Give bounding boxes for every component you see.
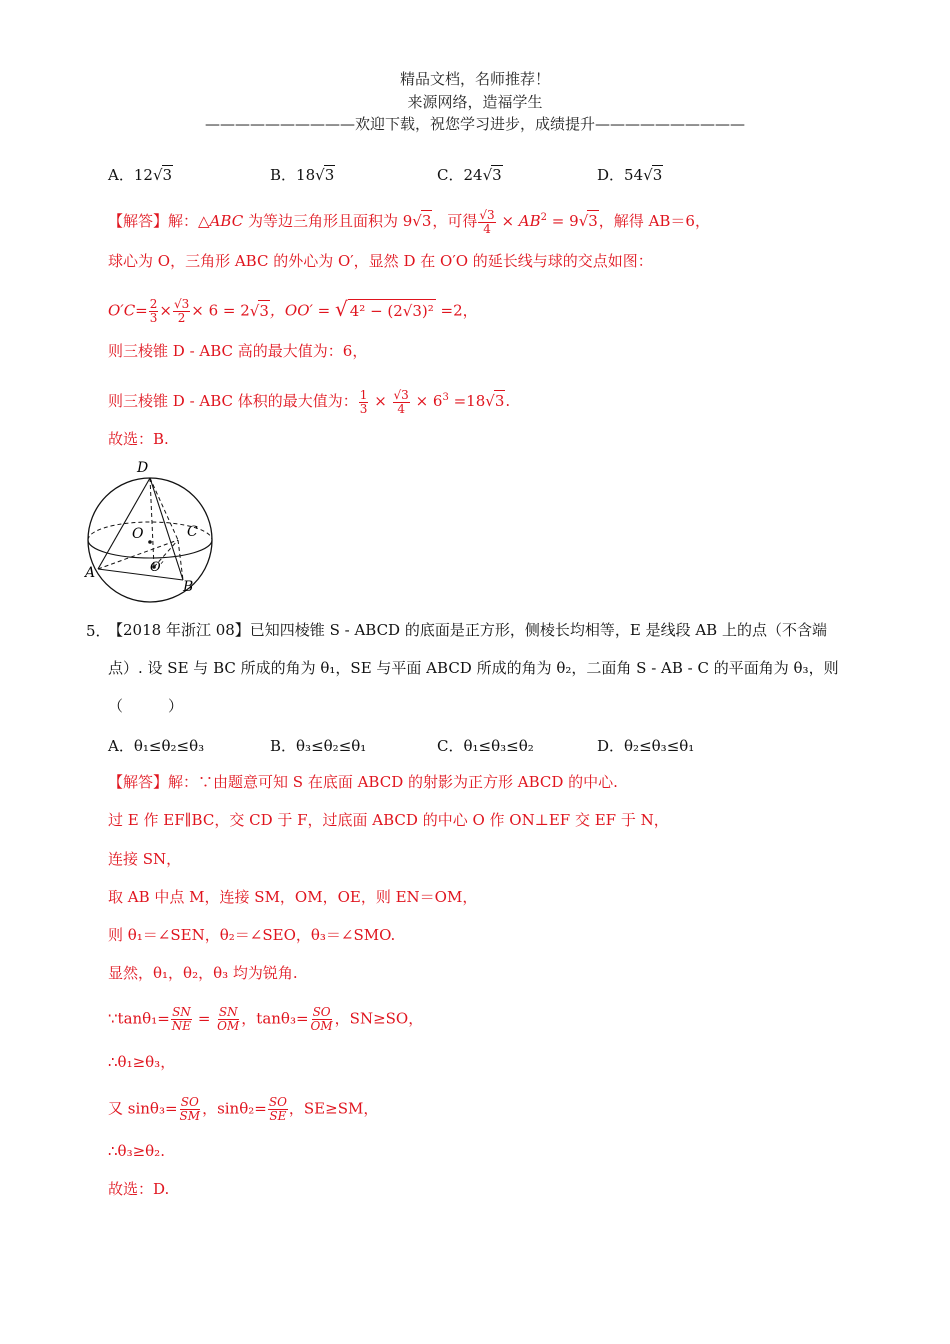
q5-option-d: D．θ₂≤θ₃≤θ₁ — [597, 737, 695, 755]
q4-answer-line-3: O′C= $\frac{2}{3}$ × $\frac{√3}{2}$ × 6 = 2√3，OO′ = √ 4² − (2√3)² =2， — [108, 296, 478, 325]
q5-option-a: A．θ₁≤θ₂≤θ₃ — [108, 737, 205, 755]
figure-label-c: C — [187, 524, 198, 540]
q4-answer-line-5: 则三棱锥 D - ABC 体积的最大值为： $\frac{1}{3}$ × $\frac{√3}{4}$ × $6^3 =18√3$. — [108, 387, 511, 416]
q4-option-b: B．18√3 — [270, 166, 335, 184]
q5-answer-line-2: 过 E 作 EF∥BC，交 CD 于 F，过底面 ABCD 的中心 O 作 ON⊥EF 交 EF 于 N， — [108, 811, 669, 829]
q5-answer-line-8: ∴θ₁≥θ₃， — [108, 1053, 176, 1071]
q5-answer-line-7: ∵tanθ₁= $\frac{SN}{NE}$ = $\frac{SN}{OM}$ ，tanθ₃= $\frac{SO}{OM}$ ，SN≥SO， — [108, 1005, 424, 1033]
q5-number: 5． — [86, 622, 111, 640]
q5-option-c: C．θ₁≤θ₃≤θ₂ — [437, 737, 534, 755]
figure-label-o: O — [132, 526, 144, 542]
figure-label-o-prime: O′ — [150, 560, 164, 575]
q5-stem-line-3: （ ） — [108, 697, 184, 715]
q4-option-c: C．24√3 — [437, 166, 502, 184]
q5-answer-line-1: 【解答】解：∵由题意可知 S 在底面 ABCD 的射影为正方形 ABCD 的中心. — [108, 773, 618, 791]
q4-answer-line-6: 故选：B. — [108, 430, 169, 448]
q5-answer-line-5: 则 θ₁＝∠SEN，θ₂＝∠SEO，θ₃＝∠SMO. — [108, 926, 396, 944]
q5-stem-line-1: 【2018 年浙江 08】已知四棱锥 S - ABCD 的底面是正方形，侧棱长均相等，E 是线段 AB 上的点（不含端 — [108, 621, 827, 639]
q4-answer-line-4: 则三棱锥 D - ABC 高的最大值为：6， — [108, 342, 368, 360]
q4-answer-line-2: 球心为 O，三角形 ABC 的外心为 O′，显然 D 在 O′O 的延长线与球的交点如图： — [108, 252, 653, 270]
q5-answer-line-11: 故选：D. — [108, 1180, 170, 1198]
q4-answer-line-1: 【解答】解：△ABC 为等边三角形且面积为 9√3，可得 $\frac{√3}{4}$ × $AB^2 = 9√3$，解得 AB＝6， — [108, 207, 710, 236]
q5-option-b: B．θ₃≤θ₂≤θ₁ — [270, 737, 367, 755]
header-banner: ——————————欢迎下载，祝您学习进步，成绩提升—————————— — [204, 115, 745, 133]
q5-answer-line-4: 取 AB 中点 M，连接 SM，OM，OE，则 EN＝OM， — [108, 888, 478, 906]
q5-stem-line-2: 点）. 设 SE 与 BC 所成的角为 θ₁，SE 与平面 ABCD 所成的角为 θ₂，二面角 S - AB - C 的平面角为 θ₃，则 — [108, 659, 839, 677]
q5-answer-line-3: 连接 SN， — [108, 850, 182, 868]
q5-answer-line-9: 又 sinθ₃= $\frac{SO}{SM}$ ，sinθ₂= $\frac{SO}{SE}$ ，SE≥SM， — [108, 1095, 379, 1123]
sphere-pyramid-figure — [80, 455, 230, 605]
q5-answer-line-10: ∴θ₃≥θ₂. — [108, 1142, 165, 1160]
q5-answer-line-6: 显然，θ₁，θ₂，θ₃ 均为锐角. — [108, 964, 298, 982]
q4-option-d: D．54√3 — [597, 166, 663, 184]
figure-label-b: B — [183, 579, 194, 595]
header-title: 精品文档，名师推荐！ — [399, 70, 550, 88]
figure-label-a: A — [85, 565, 96, 581]
figure-label-d: D — [137, 460, 149, 476]
header-subtitle: 来源网络，造福学生 — [407, 93, 543, 111]
q4-option-a: A．12√3 — [108, 166, 173, 184]
